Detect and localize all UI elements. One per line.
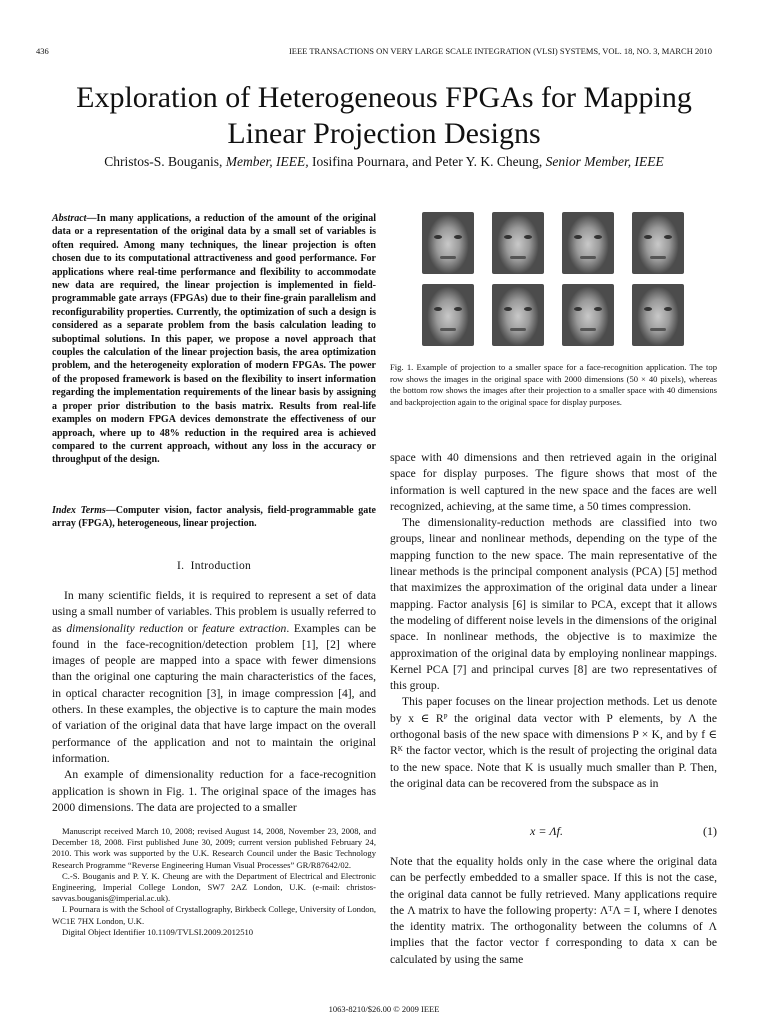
equation-number: (1) <box>703 824 717 838</box>
face-reconstructed-1 <box>422 284 474 346</box>
footnote-affiliation-1: C.-S. Bouganis and P. Y. K. Cheung are with the Department of Electrical and Electronic Engineering, Imperial College London, SW7 2AZ London, U.K. (e-mail: christos-savvas.bouganis@imperial.ac.uk). <box>52 870 376 904</box>
author-1-role: Member, IEEE, <box>225 154 309 169</box>
face-reconstructed-4 <box>632 284 684 346</box>
footnote-affiliation-2: I. Pournara is with the School of Crystallography, Birkbeck College, University of London, WC1E 7HX London, U.K. <box>52 904 377 926</box>
face-reconstructed-2 <box>492 284 544 346</box>
right-paragraph-2: The dimensionality-reduction methods are classified into two groups, linear and nonlinear methods, depending on the type of the mapping function to the new space. The main representative of the linear methods is the principal component analysis (PCA) [5] method that maximizes the approximation of the original data under a linear mapping. Factor analysis [6] is similar to PCA, except that it allows the modeling of different noise levels in the dimensions of the original space. In nonlinear methods, the objective is to maximize the approximation of the original data by employing nonlinear mappings. Kernel PCA [7] and principal curves [8] are two representatives of this group. <box>390 516 717 693</box>
equation-expression: x = Λf. <box>530 824 564 838</box>
face-original-4 <box>632 212 684 274</box>
page-number: 436 <box>36 46 49 56</box>
abstract-text: —In many applications, a reduction of the amount of the original data or a representation of the original data by a small set of variables is often required. Among many techniques, the linear projection is often chosen due to its computational attractiveness and good performance. For applications where real-time performance and flexibility to accommodate new data are required, the linear projection is implemented in field-programmable gate arrays (FPGAs) due to their fine-grain parallelism and reconfigurability properties. Currently, the optimization of such a design is considered as a separate problem from the basis calculation leading to suboptimal solutions. In this paper, we propose a novel approach that couples the calculation of the linear projection basis, the area optimization problem, and the heterogeneity exploration of modern FPGAs. The power of the proposed framework is based on the flexibility to insert information regarding the implementation requirements of the linear basis by assigning a proper prior distribution to the basis matrix. Results from real-life examples on modern FPGA devices demonstrate the effectiveness of our approach, where up to 48% reduction in the required area is achieved compared to the current approach, without any loss in the accuracy or throughput of the design. <box>52 213 376 466</box>
index-terms-text: —Computer vision, factor analysis, field-programmable gate array (FPGA), heterogeneous, linear projection. <box>52 505 376 530</box>
footnotes <box>52 826 376 938</box>
face-original-3 <box>562 212 614 274</box>
footnote-manuscript: Manuscript received March 10, 2008; revised August 14, 2008, November 23, 2008, and December 18, 2008. First published June 30, 2009; current version published February 24, 2010. This work was supported by the U.K. Research Council under the Basic Technology Research Programme “Reverse Engineering Human Visual Processes” GR/R87642/02. <box>52 826 376 870</box>
right-column-lower <box>390 854 717 968</box>
figure-1-caption: Fig. 1. Example of projection to a smaller space for a face-recognition application. The top row shows the images in the original space with 2000 dimensions (50 × 40 pixels), whereas the bottom row shows the images after their projection to a smaller space with 40 dimensions and backprojection again to the original space for display purposes. <box>390 362 717 407</box>
index-terms-label: Index Terms <box>52 505 106 516</box>
figure-1-faces <box>418 212 718 358</box>
intro-paragraph-2: An example of dimensionality reduction for a face-recognition application is shown in Fig. 1. The original space of the images has 2000 dimensions. The data are projected to a smaller <box>52 768 376 814</box>
index-terms <box>52 504 376 531</box>
footnote-doi: Digital Object Identifier 10.1109/TVLSI.2009.2012510 <box>62 926 254 937</box>
copyright-footer: 1063-8210/$26.00 © 2009 IEEE <box>328 1004 440 1014</box>
face-reconstructed-3 <box>562 284 614 346</box>
right-paragraph-4: Note that the equality holds only in the case where the original data can be perfectly embedded to a smaller space. If this is not the case, the original data cannot be fully retrieved. Many applications require the Λ matrix to have the following property: ΛᵀΛ = I, where I denotes the identity matrix. The orthogonality between the columns of Λ implies that the factor vector f corresponding to data x can be calculated by using the same <box>390 855 717 966</box>
section-heading <box>52 560 376 572</box>
running-head: IEEE TRANSACTIONS ON VERY LARGE SCALE INTEGRATION (VLSI) SYSTEMS, VOL. 18, NO. 3, MARCH 2010 <box>288 46 712 56</box>
face-original-1 <box>422 212 474 274</box>
author-3-role: Senior Member, IEEE <box>545 154 664 169</box>
section-title: Introduction <box>190 560 252 572</box>
section-number: I. <box>176 560 185 572</box>
face-original-2 <box>492 212 544 274</box>
author-1: Christos-S. Bouganis, <box>104 154 223 169</box>
abstract-label: Abstract <box>52 213 87 224</box>
right-paragraph-1: space with 40 dimensions and then retrieved again in the original space for display purposes. The figure shows that most of the information is well captured in the new space and the faces are well recognized, achieving, at the same time, a 50 times compression. <box>390 451 717 513</box>
abstract <box>52 212 376 467</box>
paper-title <box>40 80 728 152</box>
right-paragraph-3: This paper focuses on the linear projection methods. Let us denote by x ∈ Rᴾ the original data vector with P elements, by Λ the orthogonal basis of the new space with dimensions P × K, and by f ∈ Rᴷ the factor vector, which is the result of projecting the original data to the new space. Note that K is usually much smaller than P. Then, the original data can be recovered from the subspace as in <box>390 695 717 790</box>
intro-paragraph-1: In many scientific fields, it is required to represent a set of data using a small number of variables. This problem is usually referred to as dimensionality reduction or feature extraction. Examples can be found in the face-recognition/detection problem [1], [2] where images of people are mapped into a space with fewer dimensions than the original one capturing the main characteristics of the faces, in optical character recognition [3], in image compression [4], and others. In these examples, the objective is to capture the main modes of variation of the original data that have large impact on the overall performance of the application and not to maintain the original information. <box>52 589 377 765</box>
title-line-1: Exploration of Heterogeneous FPGAs for Mapping <box>76 81 692 114</box>
author-2-3: Iosifina Pournara, and Peter Y. K. Cheung, <box>312 154 543 169</box>
author-line <box>40 154 728 170</box>
title-line-2: Linear Projection Designs <box>227 117 541 150</box>
